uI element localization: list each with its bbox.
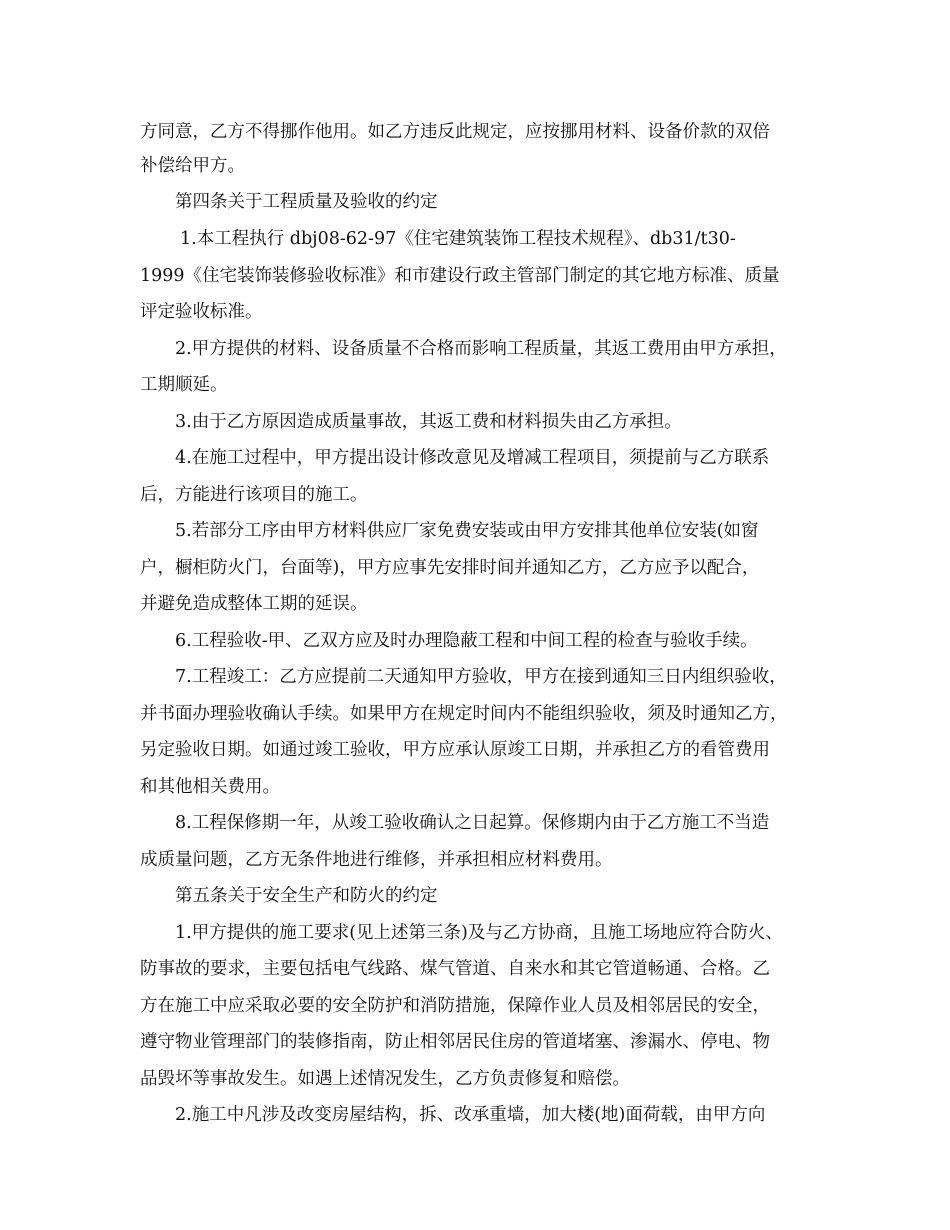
text-line: 遵守物业管理部门的装修指南，防止相邻居民住房的管道堵塞、渗漏水、停电、物	[140, 1032, 770, 1052]
text-line: 1999《住宅装饰装修验收标准》和市建设行政主管部门制定的其它地方标准、质量	[140, 266, 780, 286]
section-heading: 第五条关于安全生产和防火的约定	[175, 886, 438, 906]
text-line: 工期顺延。	[140, 375, 228, 395]
text-line: 并避免造成整体工期的延误。	[140, 594, 368, 614]
text-line: 2.甲方提供的材料、设备质量不合格而影响工程质量，其返工费用由甲方承担，	[175, 339, 787, 359]
text-line: 3.由于乙方原因造成质量事故，其返工费和材料损失由乙方承担。	[175, 412, 682, 432]
text-line: 另定验收日期。如通过竣工验收，甲方应承认原竣工日期，并承担乙方的看管费用	[140, 740, 770, 760]
text-line: 并书面办理验收确认手续。如果甲方在规定时间内不能组织验收，须及时通知乙方，	[140, 704, 788, 724]
text-line: 评定验收标准。	[140, 302, 263, 322]
text-line: 和其他相关费用。	[140, 777, 280, 797]
text-line: 2.施工中凡涉及改变房屋结构，拆、改承重墙，加大楼(地)面荷载，由甲方向	[175, 1105, 766, 1125]
text-line: 方同意，乙方不得挪作他用。如乙方违反此规定，应按挪用材料、设备价款的双倍	[140, 122, 770, 142]
text-line: 户，橱柜防火门，台面等)，甲方应事先安排时间并通知乙方，乙方应予以配合，	[140, 558, 760, 578]
text-line: 1.本工程执行 dbj08-62-97《住宅建筑装饰工程技术规程》、db31/t30-	[180, 229, 736, 249]
text-line: 7.工程竣工：乙方应提前二天通知甲方验收，甲方在接到通知三日内组织验收，	[175, 667, 787, 687]
text-line: 后，方能进行该项目的施工。	[140, 485, 368, 505]
text-line: 成质量问题，乙方无条件地进行维修，并承担相应材料费用。	[140, 850, 613, 870]
text-line: 4.在施工过程中，甲方提出设计修改意见及增减工程项目，须提前与乙方联系	[175, 448, 770, 468]
text-line: 6.工程验收-甲、乙双方应及时办理隐蔽工程和中间工程的检查与验收手续。	[175, 631, 758, 651]
text-line: 防事故的要求，主要包括电气线路、煤气管道、自来水和其它管道畅通、合格。乙	[140, 959, 770, 979]
text-line: 补偿给甲方。	[140, 156, 245, 176]
text-line: 方在施工中应采取必要的安全防护和消防措施，保障作业人员及相邻居民的安全，	[140, 996, 770, 1016]
section-heading: 第四条关于工程质量及验收的约定	[175, 192, 438, 212]
text-line: 5.若部分工序由甲方材料供应厂家免费安装或由甲方安排其他单位安装(如窗	[175, 521, 759, 541]
text-line: 1.甲方提供的施工要求(见上述第三条)及与乙方协商，且施工场地应符合防火、	[175, 923, 783, 943]
text-line: 8.工程保修期一年，从竣工验收确认之日起算。保修期内由于乙方施工不当造	[175, 813, 770, 833]
text-line: 品毁坏等事故发生。如遇上述情况发生，乙方负责修复和赔偿。	[140, 1069, 630, 1089]
